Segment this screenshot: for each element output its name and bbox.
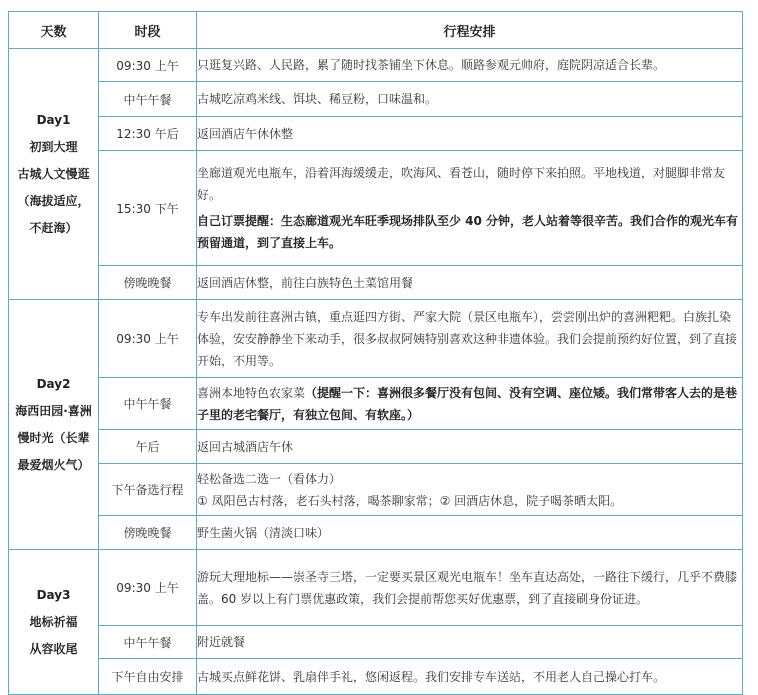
time-cell: 下午自由安排 <box>99 659 197 695</box>
plan-cell <box>197 378 743 430</box>
table-row <box>9 266 743 300</box>
plan-text: 轻松备选二选一（看体力） <box>197 471 342 486</box>
table-row <box>9 151 743 266</box>
plan-cell: 专车出发前往喜洲古镇，重点逛四方街、严家大院（景区电瓶车），尝尝刚出炉的喜洲粑粑。白族扎染体验，安安静静坐下来动手，很多叔叔阿姨特别喜欢这种非遗体验。我们会提前预约好位置，到了直接开始，不用等。 <box>197 300 743 378</box>
header-row <box>9 12 743 49</box>
table-row <box>9 378 743 430</box>
table-row <box>9 430 743 464</box>
itinerary-table <box>8 11 743 695</box>
header-plan: 行程安排 <box>197 12 743 49</box>
time-cell: 12:30 午后 <box>99 117 197 151</box>
time-cell: 15:30 下午 <box>99 151 197 266</box>
time-cell: 午后 <box>99 430 197 464</box>
header-day: 天数 <box>9 12 99 49</box>
time-cell: 傍晚晚餐 <box>99 266 197 300</box>
plan-options: ① 凤阳邑古村落，老石头村落，喝茶聊家常；② 回酒店休息，院子喝茶晒太阳。 <box>197 493 623 508</box>
time-cell: 下午备选行程 <box>99 464 197 516</box>
time-cell: 09:30 上午 <box>99 550 197 626</box>
day-line: 地标祈福 <box>29 614 78 629</box>
plan-cell: 返回酒店午休休整 <box>197 117 743 151</box>
day-line: 初到大理 <box>29 139 78 154</box>
day-line: Day3 <box>36 587 71 602</box>
day-line: Day1 <box>36 112 71 127</box>
day-cell-3 <box>9 550 99 695</box>
plan-cell: 只逛复兴路、人民路，累了随时找茶铺坐下休息。顺路参观元帅府，庭院阴凉适合长辈。 <box>197 49 743 82</box>
plan-cell: 返回古城酒店午休 <box>197 430 743 464</box>
time-cell: 09:30 上午 <box>99 300 197 378</box>
day-line: 不赶海） <box>29 220 78 235</box>
plan-cell: 附近就餐 <box>197 626 743 659</box>
day-line: 慢时光（长辈 <box>17 430 90 445</box>
table-row <box>9 626 743 659</box>
time-cell: 中午午餐 <box>99 626 197 659</box>
time-cell: 09:30 上午 <box>99 49 197 82</box>
plan-cell: 游玩大理地标——崇圣寺三塔，一定要买景区观光电瓶车！坐车直达高处，一路往下缓行，几乎不费膝盖。60 岁以上有门票优惠政策，我们会提前帮您买好优惠票，到了直接刷身份证进。 <box>197 550 743 626</box>
day-line: 古城人文慢逛 <box>17 166 90 181</box>
time-cell: 中午午餐 <box>99 82 197 117</box>
plan-cell: 古城买点鲜花饼、乳扇伴手礼，悠闲返程。我们安排专车送站，不用老人自己操心打车。 <box>197 659 743 695</box>
plan-cell <box>197 464 743 516</box>
plan-cell <box>197 151 743 266</box>
booking-reminder: 自己订票提醒：生态廊道观光车旺季现场排队至少 40 分钟，老人站着等很辛苦。我们合作的观光车有预留通道，到了直接上车。 <box>197 214 739 250</box>
day-line: Day2 <box>36 376 71 391</box>
day-line: （海拔适应， <box>17 193 90 208</box>
plan-text: 坐廊道观光电瓶车，沿着洱海缓缓走，吹海风、看苍山，随时停下来拍照。平地栈道，对腿脚非常友好。 <box>197 166 726 202</box>
table-row <box>9 516 743 550</box>
day-cell-2 <box>9 300 99 550</box>
day-line: 海西田园·喜洲 <box>15 403 92 418</box>
time-cell: 中午午餐 <box>99 378 197 430</box>
day-line: 最爱烟火气） <box>17 457 90 472</box>
plan-cell: 野生菌火锅（清淡口味） <box>197 516 743 550</box>
day-cell-1 <box>9 49 99 300</box>
plan-cell: 古城吃凉鸡米线、饵块、稀豆粉，口味温和。 <box>197 82 743 117</box>
time-cell: 傍晚晚餐 <box>99 516 197 550</box>
header-time: 时段 <box>99 12 197 49</box>
table-row <box>9 300 743 378</box>
table-row <box>9 550 743 626</box>
plan-cell: 返回酒店休整，前往白族特色土菜馆用餐 <box>197 266 743 300</box>
table-row <box>9 117 743 151</box>
dining-reminder: （提醒一下：喜洲很多餐厅没有包间、没有空调、座位矮。我们常带客人去的是巷子里的老宅餐厅，有独立包间、有软座。） <box>197 385 738 422</box>
table-row <box>9 82 743 117</box>
table-row <box>9 49 743 82</box>
table-row <box>9 659 743 695</box>
table-row <box>9 464 743 516</box>
day-line: 从容收尾 <box>29 641 78 656</box>
plan-text: 喜洲本地特色农家菜 <box>197 385 306 400</box>
